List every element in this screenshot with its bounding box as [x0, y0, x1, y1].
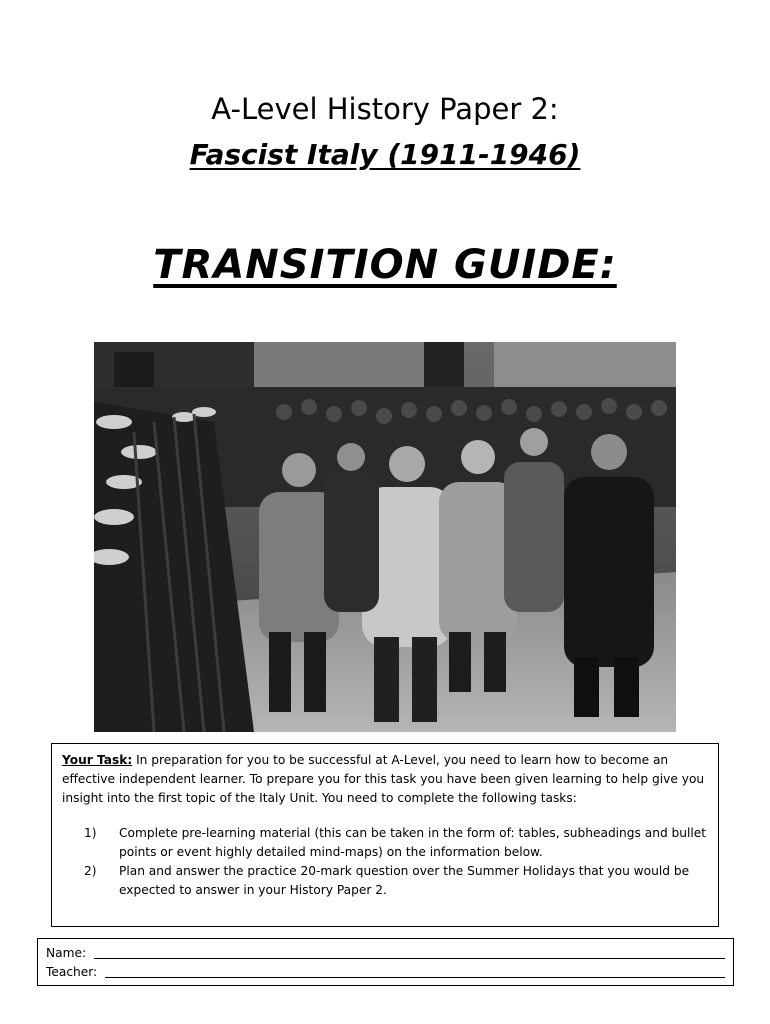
task-list	[62, 824, 708, 900]
name-line[interactable]	[94, 957, 725, 959]
teacher-line[interactable]	[105, 976, 725, 978]
unit-title: Fascist Italy (1911-1946)	[189, 138, 581, 171]
task-item-number: 2)	[84, 864, 97, 878]
task-label: Your Task:	[62, 753, 133, 767]
student-details-box	[37, 938, 734, 986]
paper-title: A-Level History Paper 2:	[211, 92, 559, 126]
task-intro	[62, 751, 708, 808]
task-item-text: Complete pre-learning material (this can be taken in the form of: tables, subheadings and bullet points or event highly detailed mind-maps) on the information below.	[119, 826, 707, 859]
task-box	[51, 743, 719, 927]
task-item-number: 1)	[84, 826, 97, 840]
guide-title: TRANSITION GUIDE:	[153, 242, 617, 288]
name-label: Name:	[46, 946, 87, 960]
historical-photo	[94, 342, 676, 732]
task-intro-text: In preparation for you to be successful at A-Level, you need to learn how to become an effective independent learner. To prepare you for this task you have been given learning to help give you insight into the first topic of the Italy Unit. You need to complete the following tasks:	[62, 753, 705, 805]
task-item-text: Plan and answer the practice 20-mark question over the Summer Holidays that you would be expected to answer in your History Paper 2.	[119, 864, 690, 897]
teacher-label: Teacher:	[46, 965, 98, 979]
teacher-field-row[interactable]	[46, 963, 725, 982]
task-item	[62, 862, 708, 900]
name-field-row[interactable]	[46, 944, 725, 963]
task-item	[62, 824, 708, 862]
